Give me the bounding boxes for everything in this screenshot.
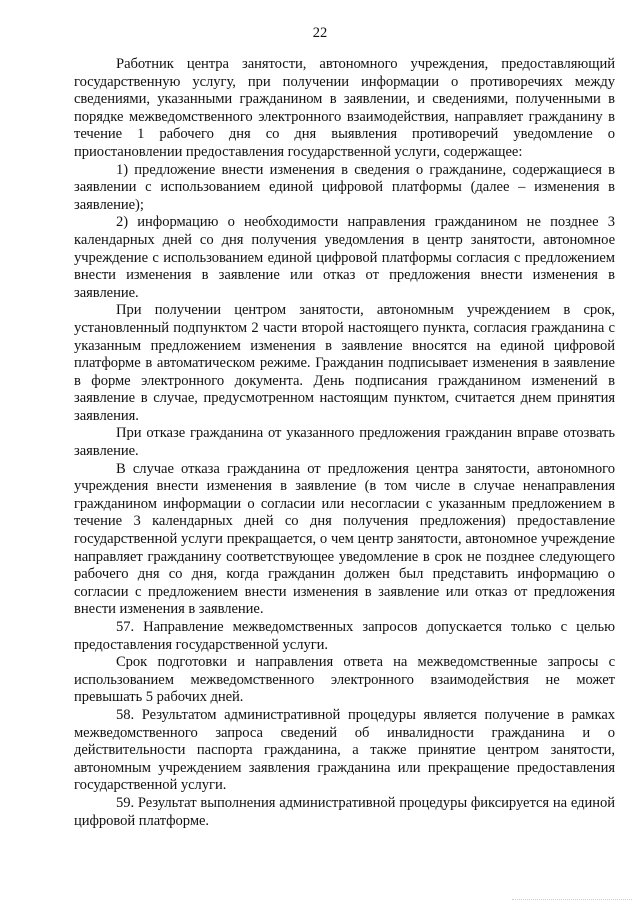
scan-edge-mark bbox=[512, 899, 632, 903]
paragraph-57-requests: 57. Направление межведомственных запросов допускается только с целью предоставления государственной услуги. bbox=[74, 619, 615, 653]
paragraph-response-deadline: Срок подготовки и направления ответа на межведомственные запросы с использованием межведомственного электронного взаимодействия не может превышать 5 рабочих дней. bbox=[74, 654, 615, 706]
paragraph-consent-received: При получении центром занятости, автономным учреждением в срок, установленный подпунктом 2 части второй настоящего пункта, согласия гражданина с указанным предложением изменения в заявление вносятся на единой цифровой платформе в автоматическом режиме. Гражданин подписывает изменения в заявление в форме электронного документа. День подписания гражданином изменений в заявление в случае, предусмотренном настоящим пунктом, считается днем принятия заявления. bbox=[74, 302, 615, 424]
page-number: 22 bbox=[312, 25, 328, 41]
paragraph-58-result: 58. Результатом административной процедуры является получение в рамках межведомственного запроса сведений об инвалидности гражданина и о действительности паспорта гражданина, а также принятие центром занятости, автономным учреждением заявления гражданина или прекращение предоставления государственной услуги. bbox=[74, 706, 615, 794]
paragraph-refusal-termination: В случае отказа гражданина от предложения центра занятости, автономного учреждения внести изменения в заявление (в том числе в случае ненаправления гражданином информации о согласии или несогласии с указанным предложением в течение 3 календарных дней со дня получения предложения) предоставление государственной услуги прекращается, о чем центр занятости, автономное учреждение направляет гражданину соответствующее уведомление в срок не позднее следующего рабочего дня со дня, когда гражданин должен был представить информацию о согласии с предложением внести изменения в заявление или отказ от предложения внести изменения в заявление. bbox=[74, 460, 615, 618]
paragraph-59-recording: 59. Результат выполнения административной процедуры фиксируется на единой цифровой платформе. bbox=[74, 794, 615, 829]
paragraph-refusal-withdraw: При отказе гражданина от указанного предложения гражданин вправе отозвать заявление. bbox=[74, 425, 615, 460]
paragraph-item-2-information: 2) информацию о необходимости направления гражданином не позднее 3 календарных дней со дня получения уведомления в центр занятости, автономное учреждение с использованием единой цифровой платформы согласия с предложением внести изменения в заявление или отказ от предложения внести изменения в заявление. bbox=[74, 214, 615, 301]
paragraph-worker-notification: Работник центра занятости, автономного учреждения, предоставляющий государственную услугу, при получении информации о противоречиях между сведениями, указанными гражданином в заявлении, и сведениями, полученными в порядке межведомственного электронного взаимодействия, направляет гражданину в течение 1 рабочего дня со дня выявления противоречий уведомление о приостановлении предоставления государственной услуги, содержащее: bbox=[74, 56, 615, 160]
paragraph-item-1-proposal: 1) предложение внести изменения в сведения о гражданине, содержащиеся в заявлении с использованием единой цифровой платформы (далее – изменения в заявление); bbox=[74, 161, 615, 213]
page-body bbox=[74, 56, 615, 830]
